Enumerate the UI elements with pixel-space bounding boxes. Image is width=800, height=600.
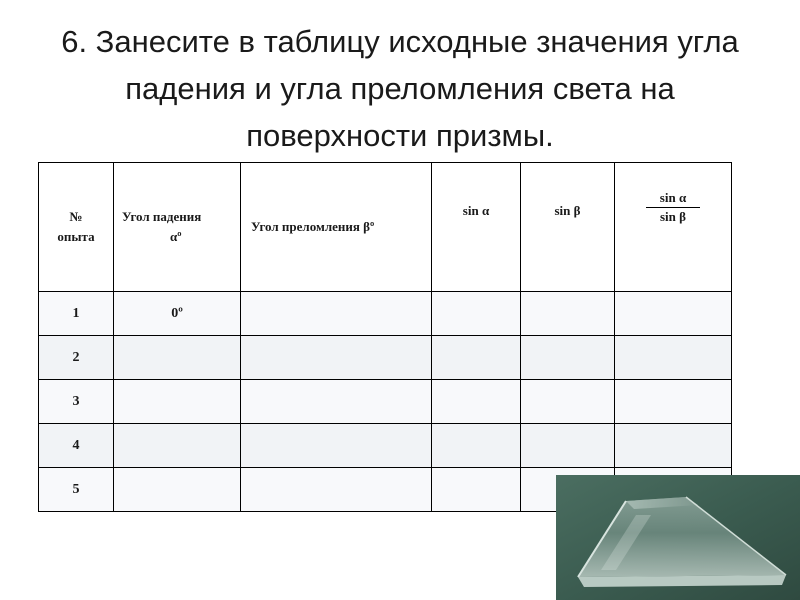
glass-prism-photo: [556, 475, 800, 600]
cell-sin-alpha: [432, 336, 521, 380]
cell-sin-ratio: [615, 336, 732, 380]
prism-illustration: [556, 475, 800, 600]
header-sin-alpha: sin α: [432, 163, 521, 292]
cell-sin-beta: [521, 336, 615, 380]
table-row: [39, 336, 732, 380]
title-line-2: падения и угла преломления света на: [125, 71, 675, 106]
prism-bottom-edge: [578, 575, 786, 587]
cell-incidence-angle: [114, 336, 241, 380]
cell-refraction-angle: [241, 292, 432, 336]
cell-incidence-angle: [114, 424, 241, 468]
sin-ratio-fraction: [646, 189, 700, 226]
cell-experiment-number: 2: [39, 336, 114, 380]
header-number-symbol: №: [69, 209, 83, 224]
header-incidence-label: Угол падения: [122, 209, 202, 224]
cell-sin-beta: [521, 424, 615, 468]
cell-sin-alpha: [432, 424, 521, 468]
title-line-1: 6. Занесите в таблицу исходные значения угла: [61, 24, 739, 59]
measurement-table: [38, 162, 732, 512]
cell-experiment-number: 5: [39, 468, 114, 512]
header-experiment-number: [39, 163, 114, 292]
ratio-denominator: sin β: [660, 209, 686, 224]
cell-sin-alpha: [432, 380, 521, 424]
cell-experiment-number: 3: [39, 380, 114, 424]
cell-incidence-angle: [114, 468, 241, 512]
cell-sin-alpha: [432, 468, 521, 512]
header-number-word: опыта: [57, 229, 95, 244]
table-header-row: [39, 163, 732, 292]
cell-experiment-number: 1: [39, 292, 114, 336]
header-incidence-angle: [114, 163, 241, 292]
header-sin-beta: sin β: [521, 163, 615, 292]
cell-incidence-angle: [114, 380, 241, 424]
header-refraction-angle: Угол преломления βº: [241, 163, 432, 292]
table-row: [39, 292, 732, 336]
cell-sin-beta: [521, 380, 615, 424]
cell-sin-ratio: [615, 424, 732, 468]
cell-refraction-angle: [241, 424, 432, 468]
cell-refraction-angle: [241, 468, 432, 512]
header-sin-ratio: [615, 163, 732, 292]
cell-experiment-number: 4: [39, 424, 114, 468]
ratio-numerator: sin α: [659, 190, 687, 205]
header-incidence-symbol: αº: [170, 229, 182, 244]
cell-sin-alpha: [432, 292, 521, 336]
cell-incidence-angle: 0º: [114, 292, 241, 336]
cell-sin-ratio: [615, 380, 732, 424]
cell-sin-ratio: [615, 292, 732, 336]
cell-sin-beta: [521, 292, 615, 336]
cell-refraction-angle: [241, 380, 432, 424]
cell-refraction-angle: [241, 336, 432, 380]
slide-title: [20, 18, 780, 159]
table-row: [39, 424, 732, 468]
title-line-3: поверхности призмы.: [246, 118, 554, 153]
table-row: [39, 380, 732, 424]
